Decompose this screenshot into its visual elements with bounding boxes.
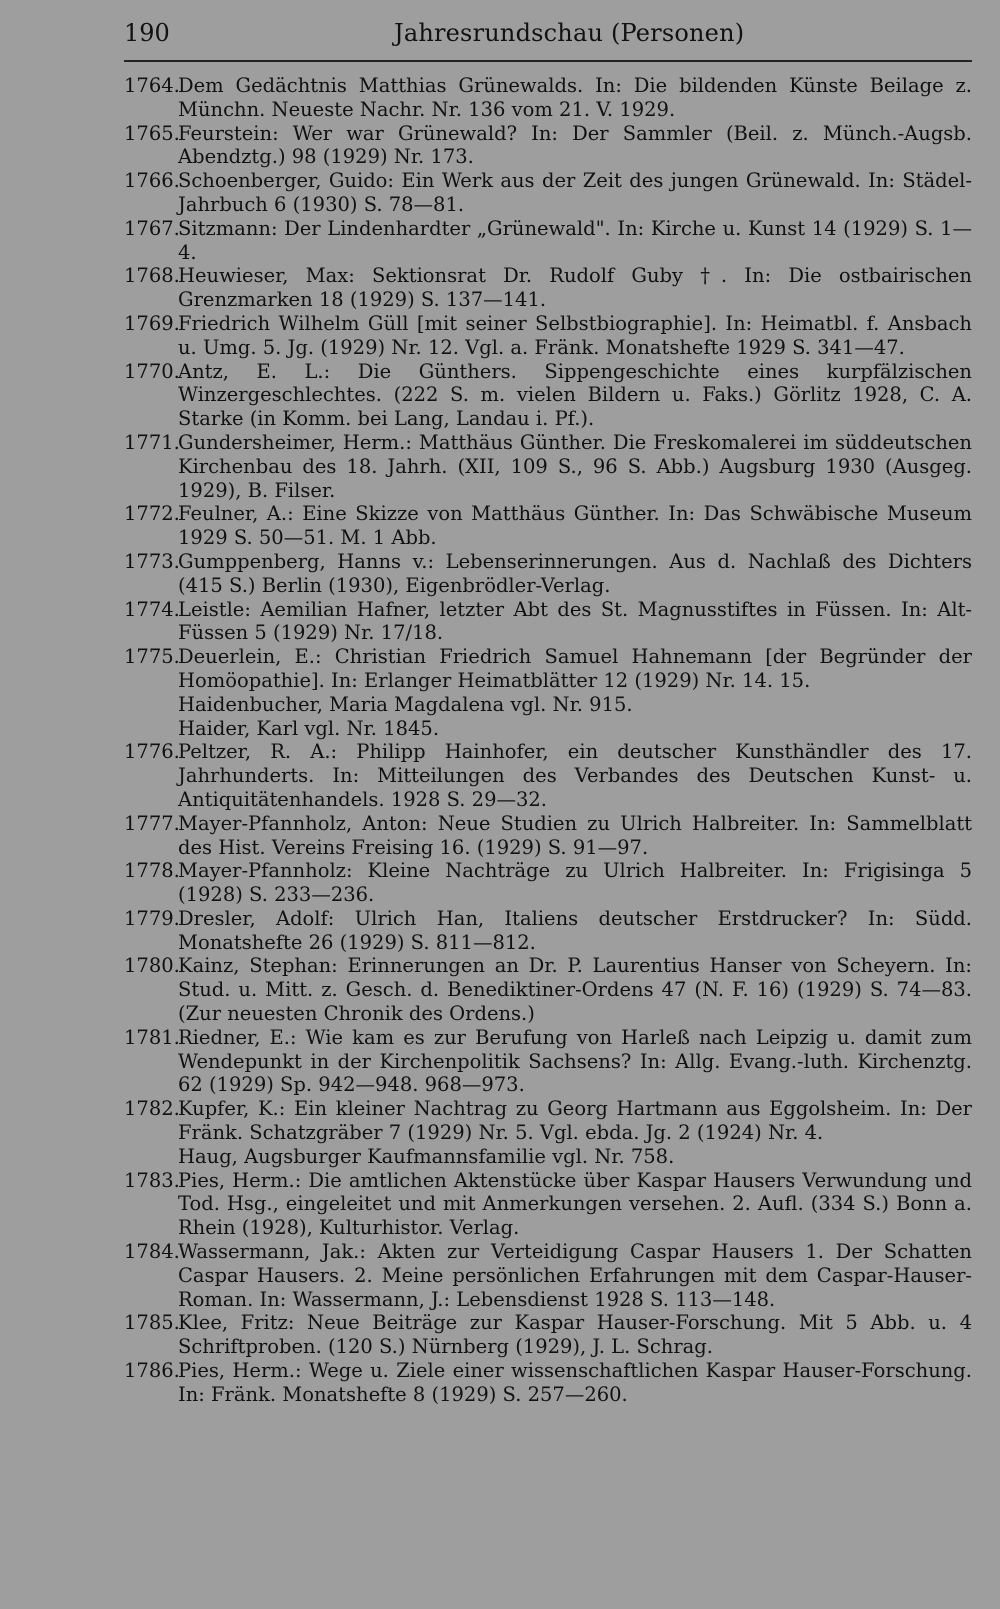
entry-text: Dem Gedächtnis Matthias Grünewalds. In: Die bildenden Künste Beilage z. Münchn. Neueste Nachr. Nr. 136 vom 21. V. 1929. xyxy=(178,74,972,121)
entry-text: Feurstein: Wer war Grünewald? In: Der Sammler (Beil. z. Münch.-Augsb. Abendztg.) 98 (1929) Nr. 173. xyxy=(178,121,972,169)
entry-number: 1773. xyxy=(124,549,180,573)
entry-number: 1777. xyxy=(124,811,180,835)
entry-number: 1765. xyxy=(124,121,180,145)
entry-text: Antz, E. L.: Die Günthers. Sippengeschichte eines kurpfälzischen Winzergeschlechtes. (222 S. m. vielen Bildern u. Faks.) Görlitz 1928, C. A. Starke (in Komm. bei Lang, Landau i. Pf.). xyxy=(178,359,972,431)
bibliography-entry xyxy=(124,740,972,811)
bibliography-entry xyxy=(124,550,972,598)
entry-number: 1764. xyxy=(124,74,180,97)
bibliography-entry xyxy=(124,217,972,265)
bibliography-entry xyxy=(124,645,972,740)
entry-text: Friedrich Wilhelm Güll [mit seiner Selbstbiographie]. In: Heimatbl. f. Ansbach u. Umg. 5. Jg. (1929) Nr. 12. Vgl. a. Fränk. Monatshefte 1929 S. 341—47. xyxy=(178,311,972,359)
bibliography-entry xyxy=(124,122,972,170)
entry-number: 1775. xyxy=(124,645,180,669)
bibliography-entry xyxy=(124,598,972,646)
entry-text: Kainz, Stephan: Erinnerungen an Dr. P. Laurentius Hanser von Scheyern. In: Stud. u. Mitt. z. Gesch. d. Benediktiner-Ordens 47 (N. F. 16) (1929) S. 74—83. (Zur neuesten Chronik des Ordens.) xyxy=(178,954,972,1026)
entry-number: 1772. xyxy=(124,502,180,526)
entry-number: 1770. xyxy=(124,359,180,383)
bibliography-entry xyxy=(124,1169,972,1240)
entry-number: 1776. xyxy=(124,740,180,764)
running-title: Jahresrundschau (Personen) xyxy=(394,19,745,47)
entry-text: Mayer-Pfannholz, Anton: Neue Studien zu Ulrich Halbreiter. In: Sammelblatt des Hist. Vereins Freising 16. (1929) S. 91—97. xyxy=(178,811,972,859)
entry-text: Mayer-Pfannholz: Kleine Nachträge zu Ulrich Halbreiter. In: Frigisinga 5 (1928) S. 233—236. xyxy=(178,859,972,907)
bibliography-entry xyxy=(124,1026,972,1097)
entry-text: Riedner, E.: Wie kam es zur Berufung von Harleß nach Leipzig u. damit zum Wendepunkt in der Kirchenpolitik Sachsens? In: Allg. Evang.-luth. Kirchenztg. 62 (1929) Sp. 942—948. 968—973. xyxy=(178,1025,972,1097)
page-header xyxy=(124,14,972,52)
entry-text: Dresler, Adolf: Ulrich Han, Italiens deutscher Erstdrucker? In: Südd. Monatshefte 26 (1929) S. 811—812. xyxy=(178,906,972,954)
bibliography-entry xyxy=(124,312,972,360)
entry-number: 1767. xyxy=(124,216,180,240)
bibliography-entry xyxy=(124,502,972,550)
entry-number: 1768. xyxy=(124,264,180,288)
entry-text: Deuerlein, E.: Christian Friedrich Samuel Hahnemann [der Begründer der Homöopathie]. In: Erlanger Heimatblätter 12 (1929) Nr. 14. 15. Haidenbucher, Maria Magdalena vgl. Nr. 915. Haider, Karl vgl. Nr. 1845. xyxy=(178,645,972,740)
entry-text: Peltzer, R. A.: Philipp Hainhofer, ein deutscher Kunsthändler des 17. Jahrhunderts. In: Mitteilungen des Verbandes des Deutschen Kunst- u. Antiquitätenhandels. 1928 S. 29—32. xyxy=(178,740,972,811)
entry-number: 1786. xyxy=(124,1359,180,1383)
bibliography-entry xyxy=(124,431,972,502)
header-rule xyxy=(124,60,972,62)
entry-text: Gumppenberg, Hanns v.: Lebenserinnerungen. Aus d. Nachlaß des Dichters (415 S.) Berlin (1930), Eigenbrödler-Verlag. xyxy=(178,549,972,597)
entry-text: Pies, Herm.: Wege u. Ziele einer wissenschaftlichen Kaspar Hauser-Forschung. In: Fränk. Monatshefte 8 (1929) S. 257—260. xyxy=(178,1359,972,1406)
entry-text: Heuwieser, Max: Sektionsrat Dr. Rudolf Guby †. In: Die ostbairischen Grenzmarken 18 (1929) S. 137—141. xyxy=(178,264,972,312)
entry-text: Feulner, A.: Eine Skizze von Matthäus Günther. In: Das Schwäbische Museum 1929 S. 50—51. M. 1 Abb. xyxy=(178,502,972,550)
entry-text: Kupfer, K.: Ein kleiner Nachtrag zu Georg Hartmann aus Eggolsheim. In: Der Fränk. Schatzgräber 7 (1929) Nr. 5. Vgl. ebda. Jg. 2 (1924) Nr. 4. Haug, Augsburger Kaufmannsfamilie vgl. Nr. 758. xyxy=(178,1097,972,1168)
bibliography-entry xyxy=(124,1359,972,1407)
entry-text: Schoenberger, Guido: Ein Werk aus der Zeit des jungen Grünewald. In: Städel-Jahrbuch 6 (1930) S. 78—81. xyxy=(178,169,972,216)
entry-number: 1771. xyxy=(124,430,180,454)
entry-number: 1784. xyxy=(124,1240,180,1264)
entry-number: 1780. xyxy=(124,954,180,978)
bibliography-entry xyxy=(124,812,972,860)
bibliography-entry xyxy=(124,1097,972,1168)
entry-number: 1781. xyxy=(124,1025,180,1049)
bibliography-entry xyxy=(124,264,972,312)
bibliography-entry xyxy=(124,907,972,955)
bibliography-entry xyxy=(124,74,972,122)
entry-number: 1779. xyxy=(124,906,180,930)
entry-number: 1774. xyxy=(124,597,180,621)
bibliography-list xyxy=(124,74,972,1407)
entry-text: Sitzmann: Der Lindenhardter „Grünewald". In: Kirche u. Kunst 14 (1929) S. 1—4. xyxy=(178,216,972,264)
entry-text: Klee, Fritz: Neue Beiträge zur Kaspar Hauser-Forschung. Mit 5 Abb. u. 4 Schriftproben. (120 S.) Nürnberg (1929), J. L. Schrag. xyxy=(178,1311,972,1359)
entry-number: 1769. xyxy=(124,311,180,335)
bibliography-entry xyxy=(124,859,972,907)
entry-number: 1783. xyxy=(124,1168,180,1192)
entry-text: Gundersheimer, Herm.: Matthäus Günther. Die Freskomalerei im süddeutschen Kirchenbau des 18. Jahrh. (XII, 109 S., 96 S. Abb.) Augsburg 1930 (Ausgeg. 1929), B. Filser. xyxy=(178,430,972,502)
entry-number: 1785. xyxy=(124,1311,180,1335)
bibliography-entry xyxy=(124,360,972,431)
entry-text: Pies, Herm.: Die amtlichen Aktenstücke über Kaspar Hausers Verwundung und Tod. Hsg., eingeleitet und mit Anmerkungen versehen. 2. Aufl. (334 S.) Bonn a. Rhein (1928), Kulturhistor. Verlag. xyxy=(178,1168,972,1240)
bibliography-entry xyxy=(124,169,972,217)
entry-number: 1778. xyxy=(124,859,180,883)
page-number: 190 xyxy=(124,19,170,47)
entry-number: 1782. xyxy=(124,1097,180,1121)
entry-text: Leistle: Aemilian Hafner, letzter Abt des St. Magnusstiftes in Füssen. In: Alt-Füssen 5 (1929) Nr. 17/18. xyxy=(178,597,972,645)
bibliography-entry xyxy=(124,954,972,1025)
bibliography-entry xyxy=(124,1311,972,1359)
bibliography-entry xyxy=(124,1240,972,1311)
entry-number: 1766. xyxy=(124,169,180,193)
entry-text: Wassermann, Jak.: Akten zur Verteidigung Caspar Hausers 1. Der Schatten Caspar Hausers. 2. Meine persönlichen Erfahrungen mit dem Caspar-Hauser-Roman. In: Wassermann, J.: Lebensdienst 1928 S. 113—148. xyxy=(178,1240,972,1311)
